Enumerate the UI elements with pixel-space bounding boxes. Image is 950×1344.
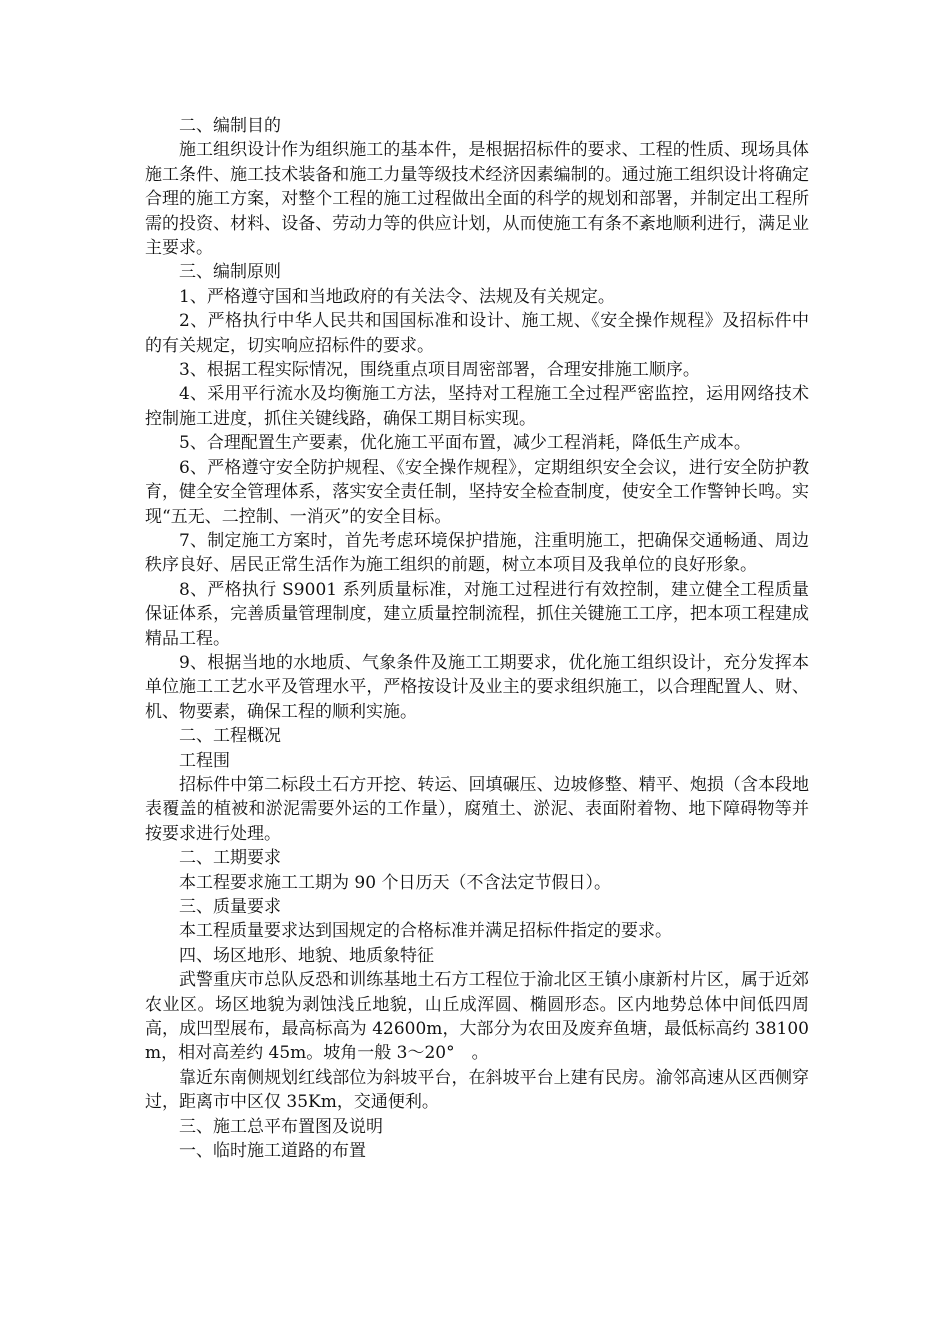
heading-project-scope: 工程围 [179,750,230,771]
principle-item-6: 6、严格遵守安全防护规程、《安全操作规程》，定期组织安全会议，进行安全防护教育，健全安全管理体系，落实安全责任制，坚持安全检查制度，使安全工作警钟长鸣。实现“五无、二控制、一消灭”的安全目标。 [145,457,809,527]
principle-item-9: 9、根据当地的水地质、气象条件及施工工期要求，优化施工组织设计，充分发挥本单位施工工艺水平及管理水平，严格按设计及业主的要求组织施工，以合理配置人、财、机、物要素，确保工程的顺利实施。 [145,652,809,722]
principle-item-7: 7、制定施工方案时，首先考虑环境保护措施，注重明施工，把确保交通畅通、周边秩序良好、居民正常生活作为施工组织的前题，树立本项目及我单位的良好形象。 [145,530,809,576]
paragraph-schedule-text: 本工程要求施工工期为 90 个日历天（不含法定节假日）。 [179,872,611,893]
heading-general-layout: 三、施工总平布置图及说明 [179,1116,383,1137]
paragraph-terrain-text: 武警重庆市总队反恐和训练基地土石方工程位于渝北区王镇小康新村片区，属于近郊农业区。场区地貌为剥蚀浅丘地貌，山丘成浑圆、椭圆形态。区内地势总体中间低四周高，成凹型展布，最高标高为 42600m，大部分为农田及废弃鱼塘，最低标高约 38100m，相对高差约 45m。坡角一般 3～20° 。 [145,970,809,1064]
heading-project-overview: 二、工程概况 [179,726,281,747]
heading-site-terrain: 四、场区地形、地貌、地质象特征 [179,945,434,966]
paragraph-purpose-text: 施工组织设计作为组织施工的基本件，是根据招标件的要求、工程的性质、现场具体施工条件、施工技术装备和施工力量等级技术经济因素编制的。通过施工组织设计将确定合理的施工方案，对整个工程的施工过程做出全面的科学的规划和部署，并制定出工程所需的投资、材料、设备、劳动力等的供应计划，从而使施工有条不紊地顺利进行，满足业主要求。 [145,140,809,259]
heading-compilation-principles: 三、编制原则 [179,262,281,283]
heading-quality-requirements: 三、质量要求 [179,897,281,917]
principle-item-2: 2、严格执行中华人民共和国国标准和设计、施工规、《安全操作规程》及招标件中的有关规定，切实响应招标件的要求。 [145,311,809,356]
paragraph-scope-text: 招标件中第二标段土石方开挖、转运、回填碾压、边坡修整、精平、炮损（含本段地表覆盖的植被和淤泥需要外运的工作量），腐殖土、淤泥、表面附着物、地下障碍物等并按要求进行处理。 [145,774,809,844]
heading-compilation-purpose: 二、编制目的 [179,116,281,136]
principle-item-1: 1、严格遵守国和当地政府的有关法令、法规及有关规定。 [179,286,615,307]
paragraph-southeast-slope: 靠近东南侧规划红线部位为斜坡平台，在斜坡平台上建有民房。渝邻高速从区西侧穿过，距离市中区仅 35Km，交通便利。 [145,1067,809,1113]
principle-item-8: 8、严格执行 S9001 系列质量标准，对施工过程进行有效控制，建立健全工程质量保证体系，完善质量管理制度，建立质量控制流程，抓住关键施工工序，把本项工程建成精品工程。 [145,579,809,649]
heading-temporary-roads: 一、临时施工道路的布置 [179,1141,366,1162]
principle-item-5: 5、合理配置生产要素，优化施工平面布置，减少工程消耗，降低生产成本。 [179,433,751,454]
principle-item-3: 3、根据工程实际情况，围绕重点项目周密部署，合理安排施工顺序。 [179,360,700,381]
principle-item-4: 4、采用平行流水及均衡施工方法，坚持对工程施工全过程严密监控，运用网络技术控制施工进度，抓住关键线路，确保工期目标实现。 [145,384,809,429]
document-body [145,114,809,1163]
heading-schedule-requirements: 二、工期要求 [179,848,281,869]
paragraph-quality-text: 本工程质量要求达到国规定的合格标准并满足招标件指定的要求。 [179,921,672,942]
